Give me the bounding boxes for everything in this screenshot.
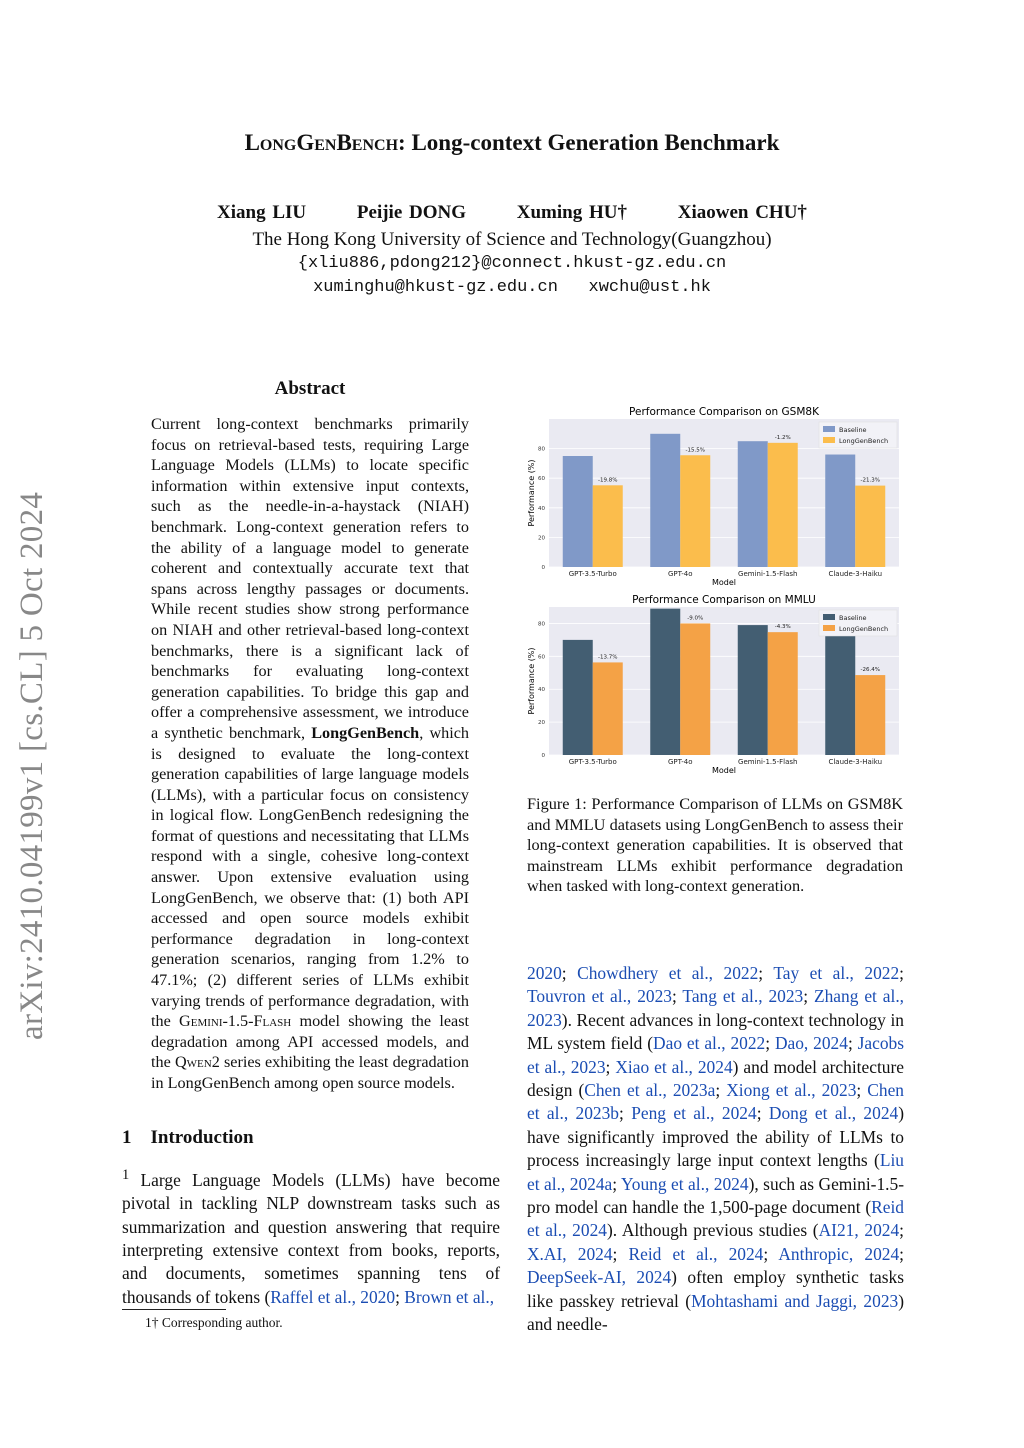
bar-baseline bbox=[825, 455, 855, 567]
legend-swatch bbox=[823, 426, 835, 432]
citation-link[interactable]: Reid et al., 2024 bbox=[527, 1197, 904, 1241]
legend-swatch bbox=[823, 437, 835, 443]
citation-link[interactable]: Dong et al., 2024 bbox=[768, 1103, 899, 1124]
abstract-text: Current long-context benchmarks primarily focus on retrieval-based tests, requiring Large Language Models (LLMs) to locate specific information within extensive input contexts, such as the needle-in-a-haystack (NIAH) benchmark. Long-context generation refers to the ability of a language model to generate coherent and contextually accurate text that spans across lengthy passages or documents. While recent studies show strong performance on NIAH and other retrieval-based long-context benchmarks, there is a significant lack of benchmarks for evaluating long-context generation capabilities. To bridge this gap and offer a comprehensive assessment, we introduce a synthetic benchmark, bbox=[151, 415, 469, 742]
body-text: ; bbox=[899, 963, 905, 983]
abstract-text: model showing the least degradation among API accessed models, and the bbox=[151, 1012, 469, 1072]
x-tick-label: Gemini-1.5-Flash bbox=[738, 758, 798, 766]
body-text: ; bbox=[715, 1080, 727, 1101]
chart-title: Performance Comparison on MMLU bbox=[632, 594, 816, 606]
bar-longgenbench bbox=[593, 662, 623, 755]
legend-label: LongGenBench bbox=[839, 437, 889, 445]
body-text: ). Recent advances in long-context technology in ML system field ( bbox=[527, 1009, 904, 1054]
intro-text: ; bbox=[395, 1286, 405, 1307]
citation-link[interactable]: 2020 bbox=[527, 963, 562, 983]
abstract-heading: Abstract bbox=[274, 378, 346, 399]
paper-title bbox=[0, 130, 1024, 156]
y-tick-label: 20 bbox=[538, 720, 545, 727]
email-line[interactable]: xuminghu@hkust-gz.edu.cn xwchu@ust.hk bbox=[313, 278, 711, 297]
y-axis-label: Performance (%) bbox=[527, 459, 536, 527]
citation-link[interactable]: Peng et al., 2024 bbox=[631, 1103, 757, 1124]
citation-link[interactable]: DeepSeek-AI, 2024 bbox=[527, 1267, 672, 1288]
x-tick-label: GPT-3.5-Turbo bbox=[568, 758, 617, 766]
y-tick-label: 60 bbox=[538, 654, 545, 661]
bar-longgenbench bbox=[593, 485, 623, 567]
legend-label: LongGenBench bbox=[839, 625, 889, 633]
body-text: ) and needle- bbox=[527, 1290, 905, 1335]
benchmark-name: LongGenBench bbox=[244, 130, 399, 155]
body-text: ; bbox=[756, 1103, 769, 1124]
bar-charts bbox=[520, 400, 910, 778]
footnote-marker[interactable]: 1 bbox=[122, 1167, 130, 1183]
citation-link[interactable]: Jacobs et al., 2023 bbox=[527, 1033, 905, 1077]
citation-link[interactable]: Xiao et al., 2024 bbox=[615, 1056, 733, 1077]
citation-link[interactable]: Chen et al., 2023a bbox=[584, 1080, 716, 1101]
body-text: ; bbox=[847, 1033, 858, 1054]
body-text: ; bbox=[671, 986, 683, 1007]
author-list bbox=[0, 202, 1024, 224]
benchmark-name-bold: LongGenBench bbox=[311, 723, 420, 742]
x-tick-label: Claude-3-Haiku bbox=[828, 570, 883, 578]
body-text: ; bbox=[758, 963, 774, 983]
body-text: ), such as Gemini-1.5-pro model can handle the 1,500-page document ( bbox=[527, 1173, 904, 1218]
y-tick-label: 80 bbox=[538, 621, 545, 628]
citation-link[interactable]: Reid et al., 2024 bbox=[628, 1243, 764, 1264]
citation-link[interactable]: Brown et al., bbox=[404, 1286, 495, 1307]
citation-link[interactable]: AI21, 2024 bbox=[818, 1220, 900, 1241]
abstract-body bbox=[151, 414, 469, 1094]
email-line[interactable]: {xliu886,pdong212}@connect.hkust-gz.edu.cn bbox=[297, 254, 727, 273]
author: Xiaowen CHU† bbox=[677, 202, 807, 223]
body-text: ; bbox=[899, 1220, 904, 1241]
legend-swatch bbox=[823, 614, 835, 620]
footnote-divider bbox=[122, 1309, 226, 1310]
body-text: ; bbox=[612, 1243, 629, 1264]
body-text: ; bbox=[612, 1173, 621, 1194]
y-axis-label: Performance (%) bbox=[527, 647, 536, 715]
data-label: -1.2% bbox=[774, 434, 791, 441]
citation-link[interactable]: Xiong et al., 2023 bbox=[726, 1080, 857, 1101]
citation-link[interactable]: Anthropic, 2024 bbox=[778, 1243, 900, 1264]
bar-longgenbench bbox=[855, 486, 885, 567]
citation-link[interactable]: Raffel et al., 2020 bbox=[270, 1286, 396, 1307]
data-label: -15.5% bbox=[685, 447, 705, 454]
bar-longgenbench bbox=[855, 675, 885, 755]
affiliation: The Hong Kong University of Science and Technology(Guangzhou) bbox=[252, 229, 772, 250]
citation-link[interactable]: Mohtashami and Jaggi, 2023 bbox=[691, 1290, 899, 1311]
x-tick-label: Claude-3-Haiku bbox=[828, 758, 883, 766]
citation-link[interactable]: Tay et al., 2022 bbox=[773, 963, 900, 983]
chart-title: Performance Comparison on GSM8K bbox=[629, 406, 819, 418]
body-text: ; bbox=[561, 963, 578, 983]
y-tick-label: 40 bbox=[538, 505, 545, 512]
bar-baseline bbox=[738, 441, 768, 567]
intro-paragraph-continued bbox=[527, 962, 904, 1337]
body-text: ). Although previous studies ( bbox=[606, 1220, 819, 1241]
body-text: ; bbox=[765, 1033, 775, 1054]
section-heading-introduction: 1 Introduction bbox=[122, 1127, 254, 1148]
bar-baseline bbox=[563, 640, 593, 755]
legend-label: Baseline bbox=[839, 426, 867, 434]
abstract-text: , which is designed to evaluate the long-context generation capabilities of large language models (LLMs), with a particular focus on consistency in logical flow. LongGenBench redesigning the format of questions and necessitating that LLMs respond with a single, cohesive long-context answer. Upon extensive evaluation using LongGenBench, we observe that: (1) both API accessed and open source models exhibit performance degradation in long-context generation scenarios, ranging from 1.2% to 47.1%; (2) different series of LLMs exhibit varying trends of performance degradation, with the bbox=[151, 723, 470, 1031]
body-text: ; bbox=[605, 1056, 616, 1077]
bar-longgenbench bbox=[680, 623, 710, 755]
citation-link[interactable]: Touvron et al., 2023 bbox=[527, 986, 672, 1007]
y-tick-label: 80 bbox=[538, 446, 545, 453]
y-tick-label: 0 bbox=[541, 753, 545, 759]
body-text: ; bbox=[803, 986, 814, 1007]
figure-1 bbox=[520, 400, 910, 778]
body-text: ) and model architecture design ( bbox=[527, 1056, 904, 1101]
x-axis-label: Model bbox=[711, 578, 737, 587]
citation-link[interactable]: Tang et al., 2023 bbox=[682, 986, 804, 1007]
gemini-name: Gemini-1.5-Flash bbox=[179, 1012, 292, 1031]
x-tick-label: Gemini-1.5-Flash bbox=[738, 570, 798, 578]
y-tick-label: 60 bbox=[538, 476, 545, 483]
citation-link[interactable]: Chowdhery et al., 2022 bbox=[577, 963, 759, 983]
body-text: ) often employ synthetic tasks like passkey retrieval ( bbox=[527, 1267, 904, 1311]
data-label: -21.3% bbox=[860, 477, 880, 484]
body-text: ; bbox=[856, 1080, 868, 1101]
body-text: ; bbox=[763, 1243, 779, 1264]
data-label: -4.3% bbox=[774, 624, 791, 631]
citation-link[interactable]: Chen et al., 2023b bbox=[527, 1080, 904, 1124]
data-label: -9.0% bbox=[687, 615, 704, 622]
arxiv-identifier[interactable]: arXiv:2410.04199v1 [cs.CL] 5 Oct 2024 bbox=[14, 491, 50, 1040]
legend-swatch bbox=[823, 625, 835, 631]
bar-baseline bbox=[650, 609, 680, 755]
y-tick-label: 0 bbox=[541, 565, 545, 571]
abstract-text: series exhibiting the least degradation in LongGenBench among open source models. bbox=[151, 1053, 469, 1092]
footnote: 1† Corresponding author. bbox=[145, 1315, 283, 1330]
citation-link[interactable]: Dao et al., 2022 bbox=[653, 1033, 766, 1054]
bar-longgenbench bbox=[680, 455, 710, 567]
intro-text: Large Language Models (LLMs) have become pivotal in tackling NLP downstream tasks such as summarization and question answering that require interpreting extensive context from books, reports, and documents, sometimes spanning tens of thousands of tokens ( bbox=[122, 1169, 500, 1307]
citation-link[interactable]: Zhang et al., 2023 bbox=[527, 986, 905, 1030]
author: Xuming HU† bbox=[516, 202, 627, 223]
x-axis-label: Model bbox=[711, 766, 737, 775]
x-tick-label: GPT-3.5-Turbo bbox=[568, 570, 617, 578]
bar-longgenbench bbox=[768, 443, 798, 567]
body-text: ) have significantly improved the ability of LLMs to process increasingly large input context lengths ( bbox=[527, 1103, 905, 1171]
author: Peijie DONG bbox=[356, 202, 467, 223]
author: Xiang LIU bbox=[217, 202, 307, 223]
citation-link[interactable]: Liu et al., 2024a bbox=[527, 1150, 904, 1194]
data-label: -13.7% bbox=[598, 654, 618, 661]
qwen-name: Qwen2 bbox=[174, 1053, 220, 1072]
x-tick-label: GPT-4o bbox=[667, 758, 693, 766]
citation-link[interactable]: Young et al., 2024 bbox=[620, 1173, 749, 1194]
intro-paragraph bbox=[122, 1164, 500, 1309]
citation-link[interactable]: Dao, 2024 bbox=[774, 1033, 848, 1054]
y-tick-label: 20 bbox=[538, 535, 545, 542]
figure-caption: Figure 1: Performance Comparison of LLMs on GSM8K and MMLU datasets using LongGenBench to assess their long-context generation capabilities. It is observed that mainstream LLMs exhibit performance degradation when tasked with long-context generation. bbox=[527, 794, 903, 896]
data-label: -26.4% bbox=[860, 667, 880, 674]
x-tick-label: GPT-4o bbox=[667, 570, 693, 578]
bar-longgenbench bbox=[768, 632, 798, 755]
body-text: ; bbox=[619, 1103, 632, 1124]
data-label: -19.8% bbox=[598, 477, 618, 484]
bar-baseline bbox=[738, 625, 768, 755]
bar-baseline bbox=[563, 456, 593, 567]
title-rest: : Long-context Generation Benchmark bbox=[398, 130, 780, 155]
bar-baseline bbox=[825, 632, 855, 755]
legend-label: Baseline bbox=[839, 614, 867, 622]
citation-link[interactable]: X.AI, 2024 bbox=[527, 1243, 613, 1264]
bar-baseline bbox=[650, 434, 680, 567]
body-text: ; bbox=[899, 1243, 904, 1264]
y-tick-label: 40 bbox=[538, 687, 545, 694]
